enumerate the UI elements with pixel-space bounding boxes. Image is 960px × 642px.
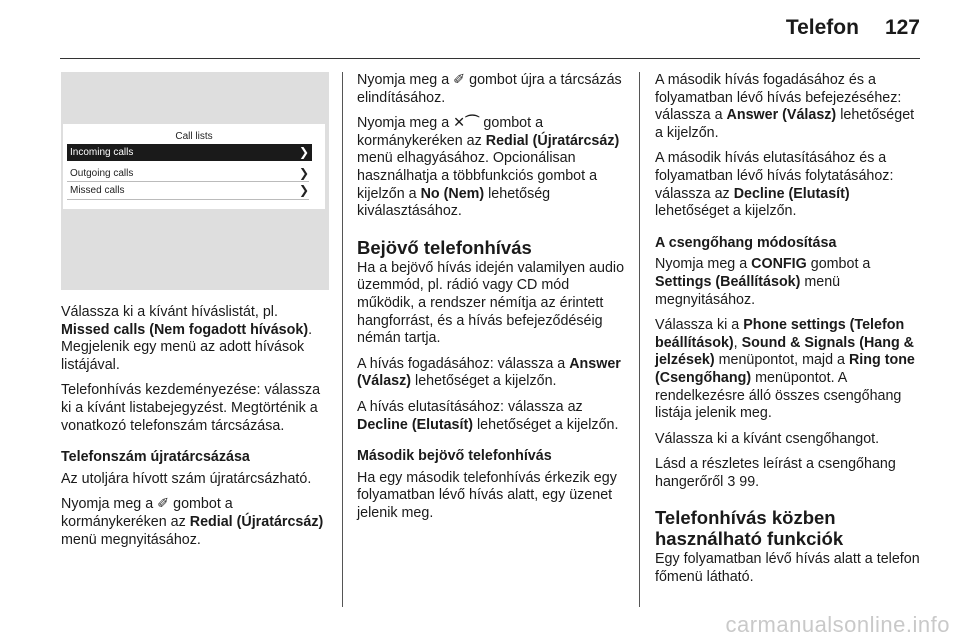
column-2 — [357, 72, 627, 530]
text-bold: Settings (Beállítások) — [655, 273, 801, 290]
text-bold: Sound & Signals (Hang & jelzések) — [655, 334, 914, 369]
text: A második hívás fogadásához és a folyamatban lévő hívás befejezéséhez: válassza a — [655, 72, 902, 124]
text: lehetőség kiválasztásához. — [357, 185, 551, 220]
screen-title: Call lists — [175, 131, 213, 142]
page-reference: 99. — [739, 473, 760, 490]
paragraph — [61, 496, 329, 549]
page-number: 127 — [884, 16, 920, 39]
screen-item-label: Incoming calls — [70, 147, 134, 158]
paragraph — [357, 399, 627, 434]
text-bold: Ring tone (Csengőhang) — [655, 352, 915, 386]
screen-item-incoming-calls — [67, 144, 312, 161]
phone-icon: ✐ — [453, 72, 466, 88]
text: gombot a kormánykeréken az — [61, 496, 233, 530]
text: gombot a kormánykeréken az — [357, 115, 544, 149]
text: menü megnyitásához. — [61, 531, 201, 548]
text: Nyomja meg a — [61, 496, 154, 513]
heading-text: Telefonhívás közben használható funkciók — [655, 507, 844, 550]
text: Nyomja meg a — [357, 72, 450, 88]
text: menüpontot. A rendelkezésre álló összes csengőhang listája jelenik meg. — [655, 369, 902, 422]
text: gombot újra a tárcsázás elindításához. — [357, 72, 622, 106]
text-bold: Decline (Elutasít) — [357, 416, 473, 433]
section-heading — [357, 237, 627, 258]
chevron-right-icon: ❯ — [298, 183, 309, 197]
text: Nyomja meg a — [357, 115, 450, 132]
paragraph: Egy folyamatban lévő hívás alatt a telefon főmenü látható. — [655, 551, 920, 586]
paragraph — [357, 72, 627, 107]
section-heading — [655, 507, 923, 549]
screen-panel — [63, 124, 325, 209]
paragraph — [655, 456, 923, 491]
text: lehetőséget a kijelzőn. — [415, 373, 557, 390]
text: lehetőséget a kijelzőn. — [655, 107, 915, 141]
screen-item-label: Missed calls — [70, 185, 125, 196]
paragraph — [655, 150, 923, 220]
paragraph: Ha a bejövő hívás idején valamilyen audio üzemmód, pl. rádió vagy CD mód működik, a rendszer némítja az érintett hangforrást, és a hívás befejeződéséig némán tartja. — [357, 259, 625, 347]
paragraph — [655, 72, 923, 142]
section-heading: Telefonszám újratárcsázása — [61, 449, 250, 466]
text: lehetőséget a kijelzőn. — [655, 203, 797, 220]
paragraph: Válassza ki a kívánt csengőhangot. — [655, 430, 880, 447]
text-bold: Answer (Válasz) — [726, 107, 837, 124]
section-heading: Második bejövő telefonhívás — [357, 448, 552, 465]
text-bold: Redial (Újratárcsáz) — [485, 132, 620, 149]
heading-text: Bejövő telefonhívás — [357, 236, 532, 258]
column-divider — [639, 72, 640, 607]
text: . Megjelenik egy menü az adott hívások listájával. — [61, 321, 313, 373]
end-call-icon: ✕⌒ — [453, 115, 480, 132]
text: menüpontot, majd a — [718, 352, 845, 369]
paragraph — [357, 356, 627, 391]
screen-item-label: Outgoing calls — [70, 168, 134, 179]
text: Lásd a részletes leírást a csengőhang hangerőről — [655, 456, 896, 490]
phone-icon: ✐ — [157, 496, 170, 513]
text-bold: Redial (Újratárcsáz) — [189, 513, 324, 530]
text-bold: CONFIG — [751, 256, 807, 273]
column-3 — [655, 72, 923, 595]
paragraph: Telefonhívás kezdeményezése: válassza ki a kívánt listabejegyzést. Megtörténik a vonatkozó telefonszám tárcsázása. — [61, 382, 321, 434]
column-divider — [342, 72, 343, 607]
text: menü elhagyásához. Opcionálisan használhatja a többfunkciós gombot a kijelzőn a — [357, 150, 598, 202]
screen-item-outgoing-calls — [67, 165, 312, 182]
paragraph: Ha egy második telefonhívás érkezik egy folyamatban lévő hívás alatt, egy üzenet jelenik meg. — [357, 469, 617, 521]
text-bold: Phone settings (Telefon beállítások) — [655, 317, 905, 351]
paragraph: Az utoljára hívott szám újratárcsázható. — [61, 470, 312, 487]
header-rule — [60, 58, 920, 59]
reference-arrow-icon: 3 — [727, 473, 736, 490]
text-bold: Decline (Elutasít) — [733, 185, 850, 202]
chevron-right-icon: ❯ — [298, 145, 309, 159]
text-bold: No (Nem) — [420, 185, 485, 202]
text: menü megnyitásához. — [655, 273, 841, 308]
page-title: Telefon — [785, 16, 859, 39]
paragraph — [655, 317, 923, 423]
text: A hívás fogadásához: válassza a — [357, 355, 566, 372]
text: A második hívás elutasításához és a folyamatban lévő hívás folytatásához: válassza az — [655, 150, 894, 202]
screen-separator — [67, 199, 309, 200]
text-bold: Missed calls (Nem fogadott hívások) — [61, 321, 309, 338]
text: , — [733, 334, 738, 351]
text: Válassza ki a kívánt híváslistát, pl. — [61, 304, 278, 320]
text: A hívás elutasításához: válassza az — [357, 398, 583, 415]
screen-item-missed-calls — [67, 182, 312, 199]
page-header — [786, 16, 920, 48]
text: lehetőséget a kijelzőn. — [476, 416, 619, 433]
column-1 — [61, 72, 329, 557]
text: Nyomja meg a — [655, 256, 748, 273]
paragraph — [61, 304, 329, 374]
paragraph — [655, 256, 923, 309]
chevron-right-icon: ❯ — [298, 166, 309, 180]
text: gombot a — [810, 256, 871, 273]
paragraph — [357, 115, 627, 221]
watermark: carmanualsonline.info — [725, 612, 950, 637]
text: Válassza ki a — [655, 317, 740, 334]
section-heading: A csengőhang módosítása — [655, 234, 837, 251]
text-bold: Answer (Válasz) — [357, 355, 621, 390]
call-lists-screen — [61, 72, 329, 290]
